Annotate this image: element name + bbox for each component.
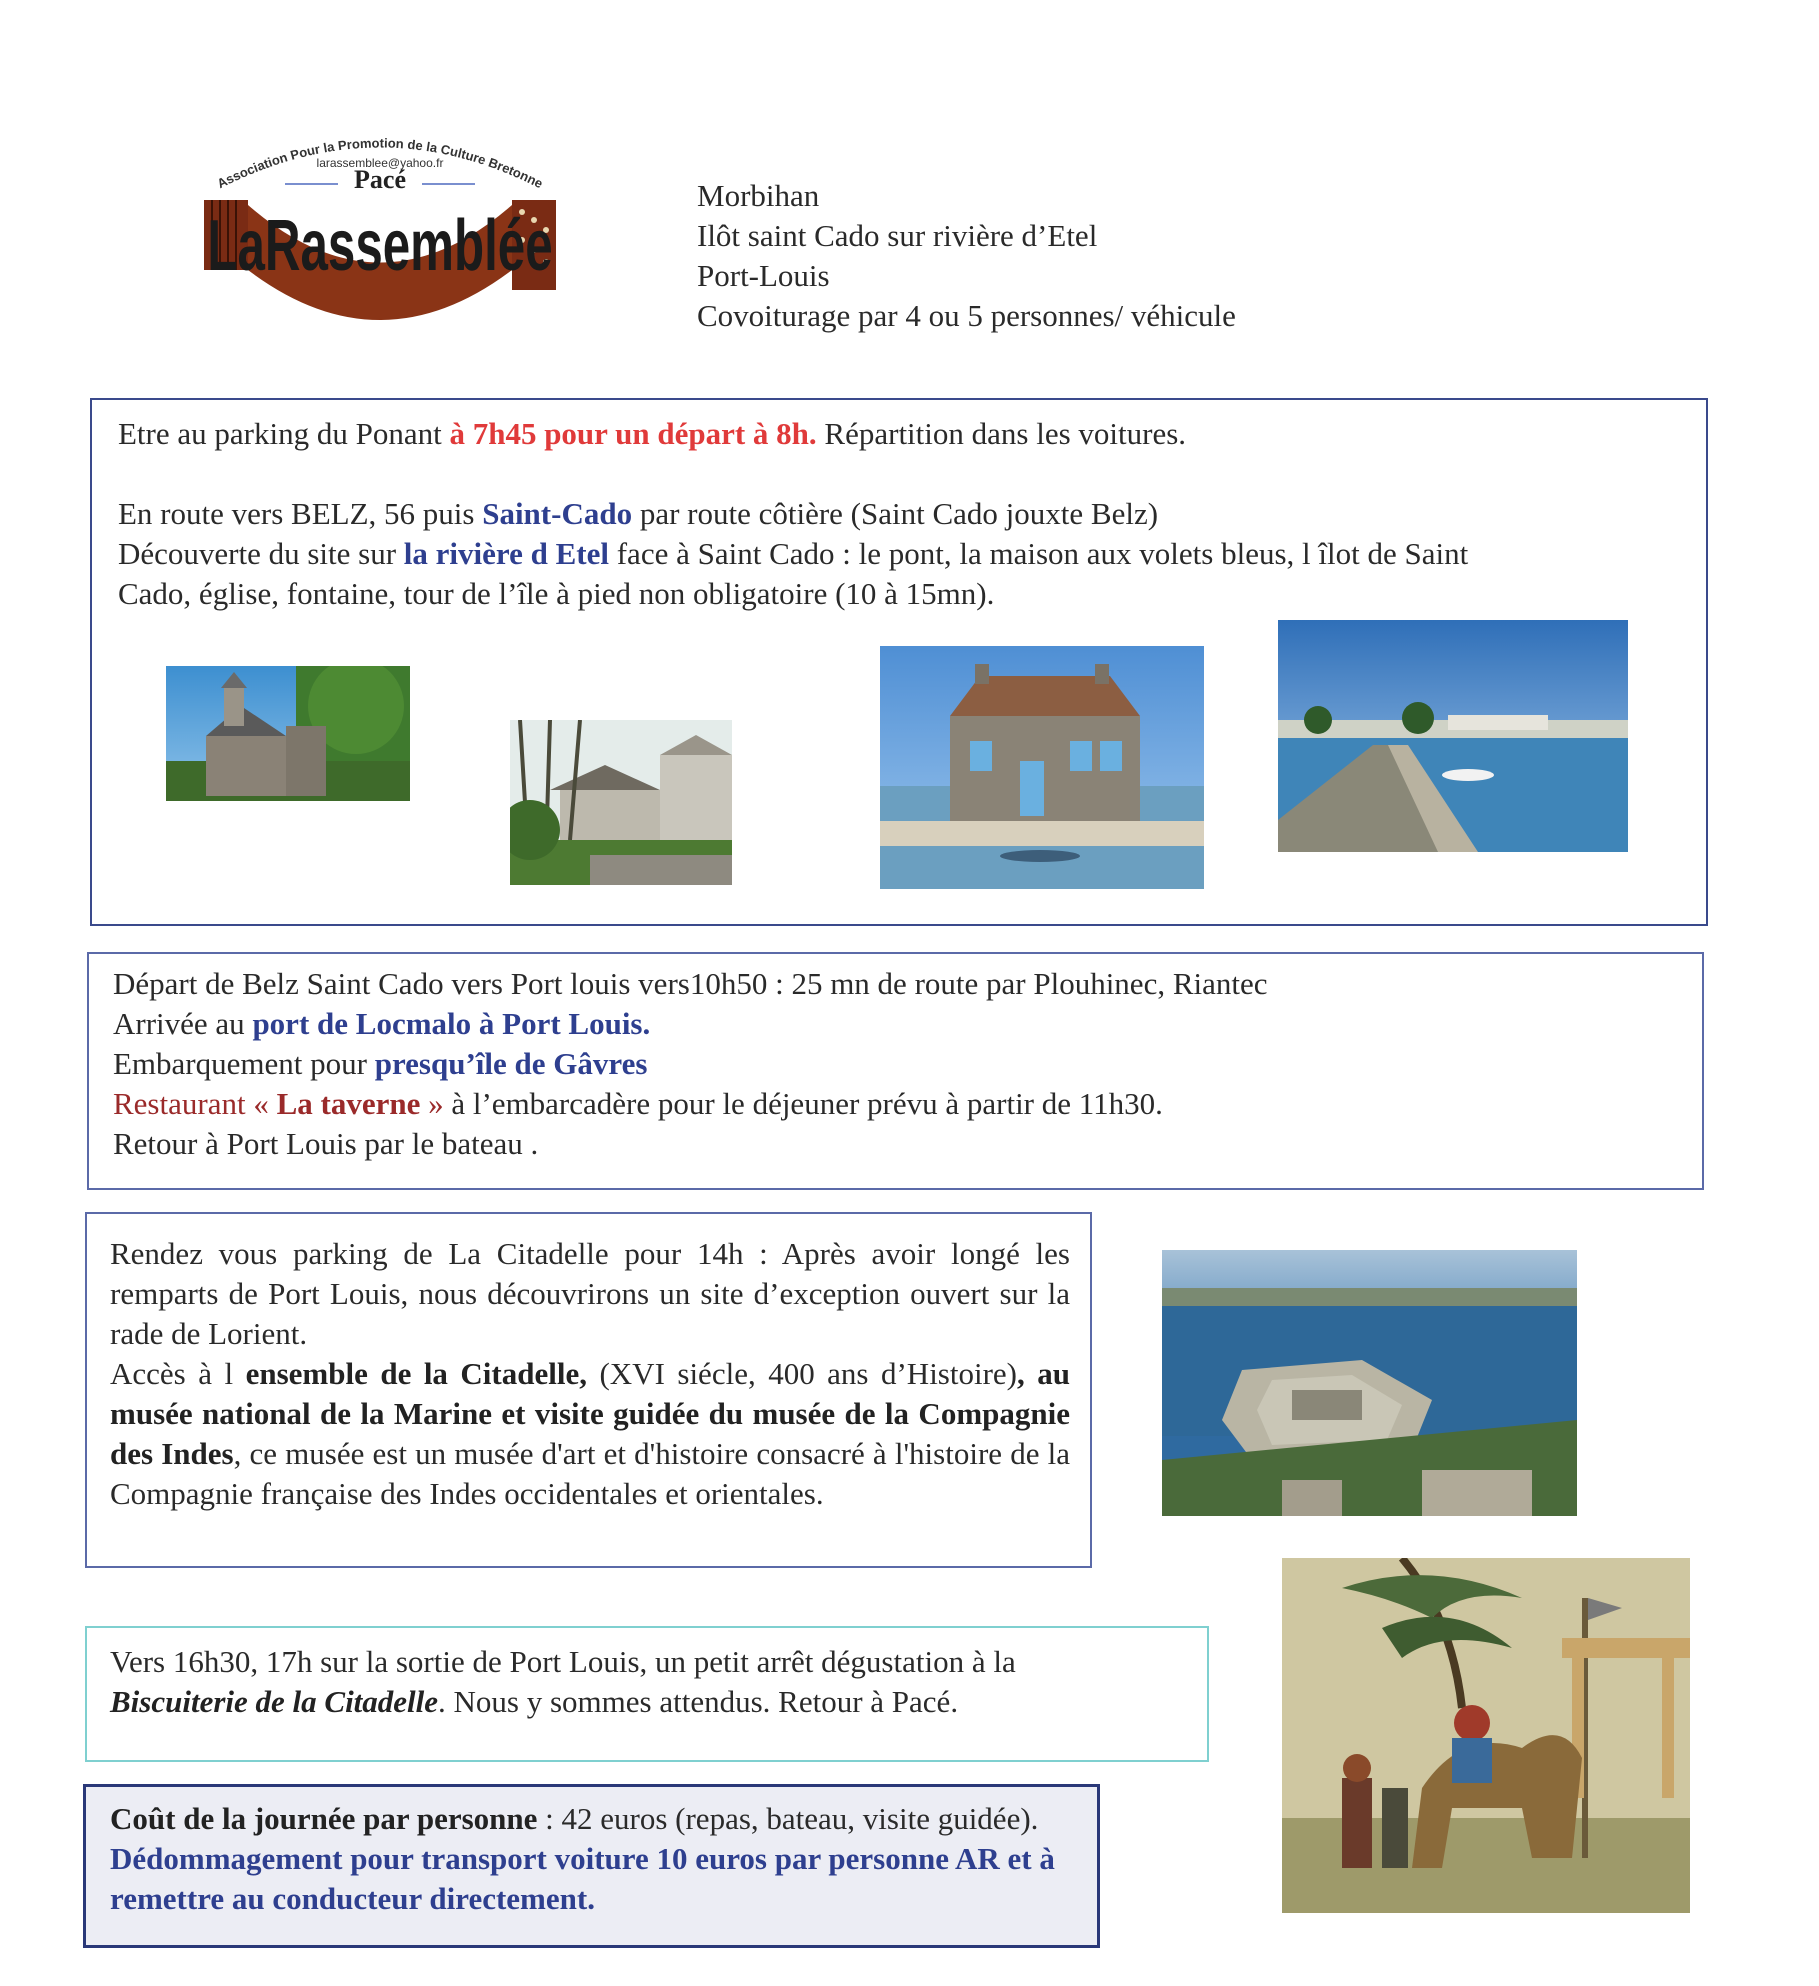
compagnie-des-indes-painting: [1282, 1558, 1690, 1913]
section-biscuiterie: [85, 1626, 1209, 1762]
causeway-photo: [1278, 620, 1628, 852]
discovery-text: Découverte du site sur la rivière d Etel face à Saint Cado : le pont, la maison aux volets bleus, l îlot de Saint: [118, 536, 1469, 571]
header-line: Covoiturage par 4 ou 5 personnes/ véhicule: [697, 298, 1236, 333]
biscuiterie-text: Biscuiterie de la Citadelle. Nous y sommes attendus. Retour à Pacé.: [110, 1684, 959, 1719]
logo-email: larassemblee@yahoo.fr: [316, 156, 444, 170]
boarding-text: Embarquement pour presqu’île de Gâvres: [113, 1046, 648, 1081]
citadelle-meeting-text: Rendez vous parking de La Citadelle pour 14h : Après avoir longé les remparts de Port Louis, nous découvrirons un site d’exception ouvert sur la rade de Lorient.: [110, 1236, 1070, 1351]
citadelle-access-text: Accès à l ensemble de la Citadelle, (XVI siécle, 400 ans d’Histoire), au musée national de la Marine et visite guidée du musée de la Compagnie des Indes, ce musée est un musée d'art et d'histoire consacré à l'histoire de la Compagnie française des Indes occidentales et orientales.: [110, 1356, 1070, 1511]
logo-town: Pacé: [354, 165, 406, 194]
tasting-text: Vers 16h30, 17h sur la sortie de Port Louis, un petit arrêt dégustation à la: [110, 1644, 1016, 1679]
citadel-aerial-photo: [1162, 1250, 1577, 1516]
section-port-louis: [87, 952, 1704, 1190]
header-line: Morbihan: [697, 178, 820, 213]
association-logo: [190, 120, 570, 320]
departure-text: Départ de Belz Saint Cado vers Port louis vers10h50 : 25 mn de route par Plouhinec, Riantec: [113, 966, 1268, 1001]
restaurant-text: Restaurant « La taverne » à l’embarcadère pour le déjeuner prévu à partir de 11h30.: [113, 1086, 1163, 1121]
cost-text: Coût de la journée par personne : 42 euros (repas, bateau, visite guidée). Dédommagement pour transport voiture 10 euros par personne AR et à remettre au conducteur directement.: [110, 1801, 1055, 1916]
route-text: En route vers BELZ, 56 puis Saint-Cado par route côtière (Saint Cado jouxte Belz): [118, 496, 1159, 531]
chapel-photo: [166, 666, 410, 801]
fountain-photo: [510, 720, 732, 885]
section-citadelle: [85, 1212, 1092, 1568]
return-text: Retour à Port Louis par le bateau .: [113, 1126, 539, 1161]
discovery-text-cont: Cado, église, fontaine, tour de l’île à pied non obligatoire (10 à 15mn).: [118, 576, 995, 611]
meeting-text: Etre au parking du Ponant à 7h45 pour un départ à 8h. Répartition dans les voitures.: [118, 416, 1187, 451]
arrival-text: Arrivée au port de Locmalo à Port Louis.: [113, 1006, 651, 1041]
section-morning: [90, 398, 1708, 926]
logo-name: LaRassemblée: [207, 205, 553, 287]
trip-header: [697, 176, 1236, 336]
header-line: Port-Louis: [697, 258, 830, 293]
logo-graphic: [190, 120, 570, 320]
header-line: Ilôt saint Cado sur rivière d’Etel: [697, 218, 1098, 253]
blue-shutters-house-photo: [880, 646, 1204, 889]
section-cost: [83, 1784, 1100, 1948]
logo-association-text: Association Pour la Promotion de la Culture Bretonne: [214, 135, 546, 192]
